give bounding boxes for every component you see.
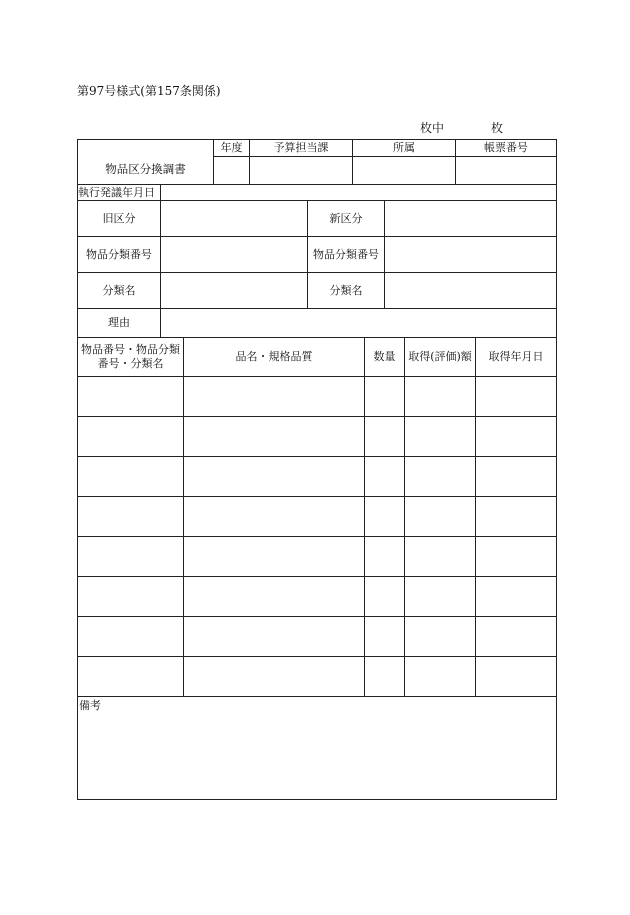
quantity-cell <box>364 496 405 537</box>
item-number-cell <box>77 576 184 617</box>
remarks-label: 備考 <box>79 699 101 712</box>
new-category-label: 新区分 <box>307 200 385 237</box>
reason-value-cell <box>160 308 557 338</box>
item-number-cell <box>77 456 184 497</box>
item-number-header <box>77 337 184 377</box>
execution-date-value-cell <box>160 184 557 201</box>
acquisition-date-cell <box>475 616 557 657</box>
old-category-label: 旧区分 <box>77 200 161 237</box>
amount-cell <box>404 656 476 697</box>
item-name-cell <box>183 616 365 657</box>
amount-cell <box>404 616 476 657</box>
new-name-label: 分類名 <box>307 272 385 309</box>
affiliation-header: 所属 <box>352 139 456 157</box>
amount-cell <box>404 496 476 537</box>
form-title: 物品区分換調書 <box>105 162 186 176</box>
quantity-cell <box>364 416 405 457</box>
new-number-label: 物品分類番号 <box>307 236 385 273</box>
sheet-label: 枚 <box>491 121 504 135</box>
item-name-cell <box>183 496 365 537</box>
acquisition-date-cell <box>475 456 557 497</box>
reason-label: 理由 <box>77 308 161 338</box>
amount-header: 取得(評価)額 <box>404 337 476 377</box>
item-number-cell <box>77 496 184 537</box>
old-name-value-cell <box>160 272 308 309</box>
item-number-cell <box>77 536 184 577</box>
acquisition-date-cell <box>475 416 557 457</box>
item-name-header: 品名・規格品質 <box>183 337 365 377</box>
item-number-cell <box>77 416 184 457</box>
amount-cell <box>404 456 476 497</box>
new-number-value-cell <box>384 236 557 273</box>
acquisition-date-cell <box>475 536 557 577</box>
ledger-number-header: 帳票番号 <box>455 139 557 157</box>
year-value-cell <box>213 156 250 185</box>
affiliation-value-cell <box>352 156 456 185</box>
amount-cell <box>404 576 476 617</box>
quantity-cell <box>364 376 405 417</box>
form-number: 第97号様式(第157条関係) <box>77 84 221 98</box>
old-name-label: 分類名 <box>77 272 161 309</box>
item-number-cell <box>77 376 184 417</box>
quantity-cell <box>364 536 405 577</box>
item-number-cell <box>77 616 184 657</box>
form-title-cell <box>77 139 214 185</box>
item-name-cell <box>183 656 365 697</box>
old-number-value-cell <box>160 236 308 273</box>
quantity-header: 数量 <box>364 337 405 377</box>
remarks-box <box>77 696 557 800</box>
old-number-label: 物品分類番号 <box>77 236 161 273</box>
item-number-cell <box>77 656 184 697</box>
quantity-cell <box>364 656 405 697</box>
acquisition-date-cell <box>475 576 557 617</box>
new-name-value-cell <box>384 272 557 309</box>
execution-date-label: 執行発議年月日 <box>77 184 161 201</box>
year-header: 年度 <box>213 139 250 157</box>
item-name-cell <box>183 416 365 457</box>
amount-cell <box>404 416 476 457</box>
acquisition-date-cell <box>475 376 557 417</box>
quantity-cell <box>364 456 405 497</box>
amount-cell <box>404 376 476 417</box>
old-category-value-cell <box>160 200 308 237</box>
sheet-of-label: 枚中 <box>420 121 445 135</box>
item-name-cell <box>183 536 365 577</box>
acquisition-date-header: 取得年月日 <box>475 337 557 377</box>
acquisition-date-cell <box>475 656 557 697</box>
budget-section-header: 予算担当課 <box>249 139 353 157</box>
item-name-cell <box>183 376 365 417</box>
new-category-value-cell <box>384 200 557 237</box>
ledger-number-value-cell <box>455 156 557 185</box>
item-name-cell <box>183 456 365 497</box>
item-name-cell <box>183 576 365 617</box>
item-number-header-line-2: 番号・分類名 <box>97 357 164 370</box>
item-number-header-line-1: 物品番号・物品分類 <box>81 343 180 356</box>
acquisition-date-cell <box>475 496 557 537</box>
quantity-cell <box>364 576 405 617</box>
budget-section-value-cell <box>249 156 353 185</box>
quantity-cell <box>364 616 405 657</box>
amount-cell <box>404 536 476 577</box>
